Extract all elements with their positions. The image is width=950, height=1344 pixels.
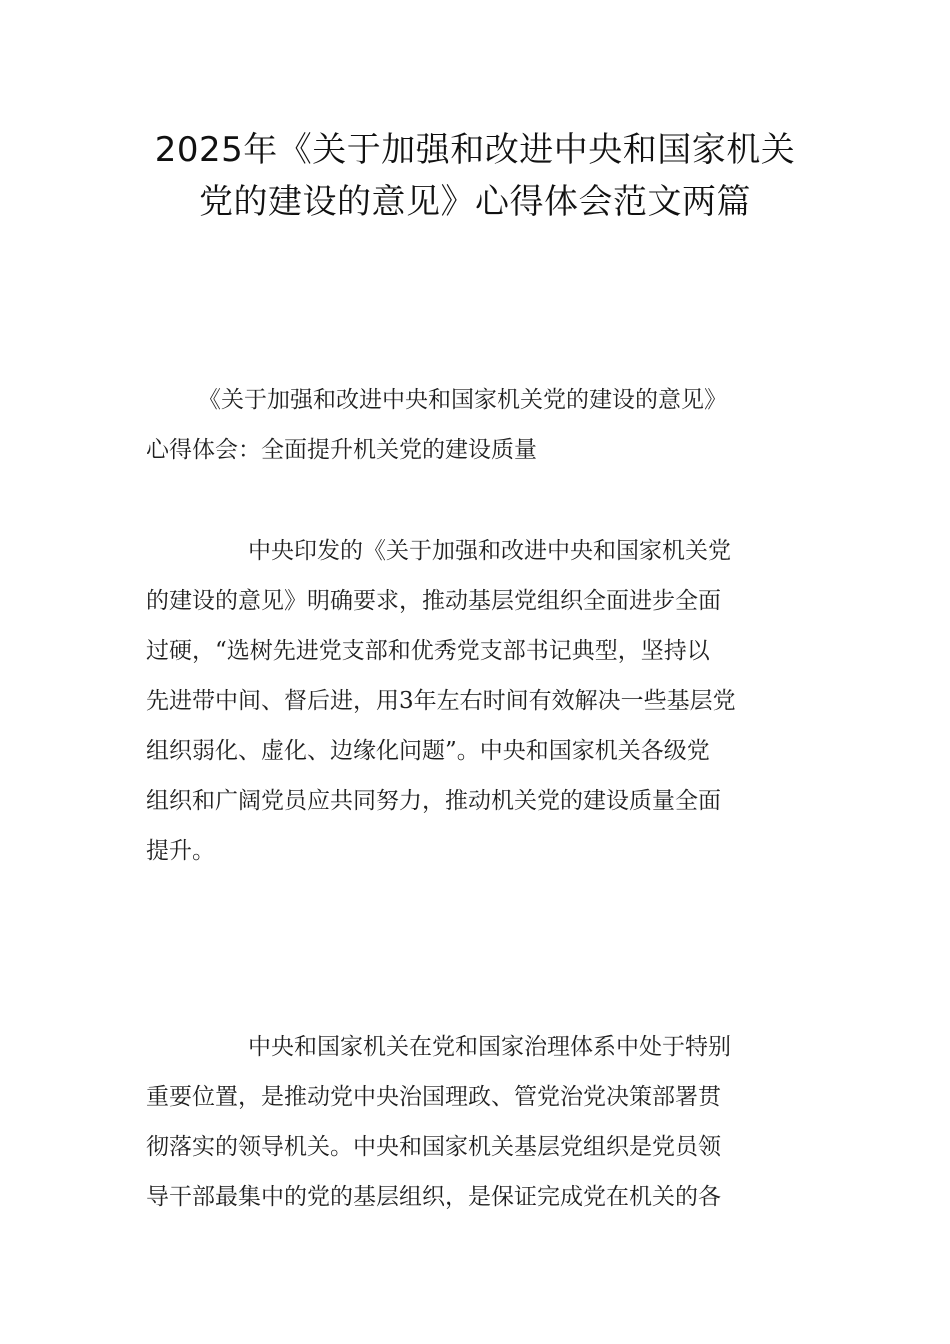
paragraph-1 (146, 526, 816, 876)
paragraph-line: 中央和国家机关在党和国家治理体系中处于特别 (248, 1034, 731, 1060)
section-heading-line-2: 心得体会：全面提升机关党的建设质量 (146, 437, 537, 463)
title-line-1: 2025年《关于加强和改进中央和国家机关 (154, 130, 796, 170)
paragraph-line: 重要位置，是推动党中央治国理政、管党治党决策部署贯 (146, 1084, 721, 1110)
paragraph-line: 导干部最集中的党的基层组织，是保证完成党在机关的各 (146, 1184, 721, 1210)
paragraph-line: 彻落实的领导机关。中央和国家机关基层党组织是党员领 (146, 1134, 721, 1160)
section-heading-line-1: 《关于加强和改进中央和国家机关党的建设的意见》 (198, 387, 727, 413)
paragraph-line: 组织弱化、虚化、边缘化问题”。中央和国家机关各级党 (146, 738, 710, 764)
document-title (120, 124, 830, 228)
paragraph-line: 提升。 (146, 838, 215, 864)
paragraph-2 (146, 1022, 816, 1222)
paragraph-line: 组织和广阔党员应共同努力，推动机关党的建设质量全面 (146, 788, 721, 814)
title-line-2: 党的建设的意见》心得体会范文两篇 (199, 182, 751, 222)
paragraph-line: 的建设的意见》明确要求，推动基层党组织全面进步全面 (146, 588, 721, 614)
paragraph-line: 先进带中间、督后进，用3年左右时间有效解决一些基层党 (146, 688, 736, 714)
paragraph-line: 过硬，“选树先进党支部和优秀党支部书记典型，坚持以 (146, 638, 710, 664)
paragraph-line: 中央印发的《关于加强和改进中央和国家机关党 (248, 538, 731, 564)
section-heading (146, 375, 816, 475)
